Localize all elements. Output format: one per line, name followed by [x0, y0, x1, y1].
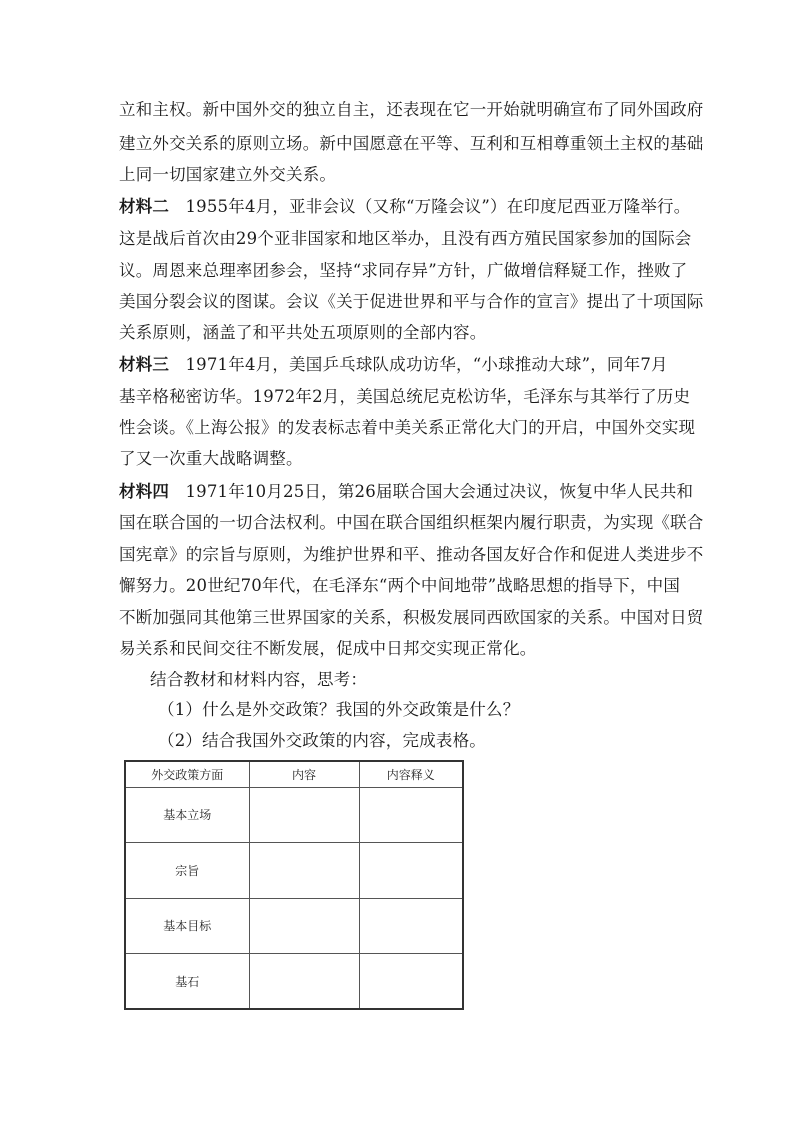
- table-row: [125, 898, 463, 954]
- material4-line: 不断加强同其他第三世界国家的关系，积极发展同西欧国家的关系。中国对日贸: [119, 608, 704, 627]
- explanation-cell[interactable]: [359, 898, 463, 954]
- question-1: （1）什么是外交政策？我国的外交政策是什么？: [158, 700, 520, 719]
- material2-line: 议。周恩来总理率团参会，坚持“求同存异”方针，广做增信释疑工作，挫败了: [119, 261, 688, 280]
- material4-label: 材料四: [119, 482, 170, 501]
- paragraph-line: 上同一切国家建立外交关系。: [119, 165, 337, 184]
- content-cell[interactable]: [249, 843, 359, 899]
- paragraph-line: 立和主权。新中国外交的独立自主，还表现在它一开始就明确宣布了同外国政府: [119, 100, 704, 119]
- row-label: 基石: [125, 954, 249, 1010]
- explanation-cell[interactable]: [359, 787, 463, 843]
- table-row: [125, 954, 463, 1010]
- table-row: [125, 787, 463, 843]
- material4-text: 1971年10月25日，第26届联合国大会通过决议，恢复中华人民共和: [185, 482, 694, 501]
- material2-line: 关系原则，涵盖了和平共处五项原则的全部内容。: [119, 323, 487, 342]
- row-label: 基本立场: [125, 787, 249, 843]
- question-2: （2）结合我国外交政策的内容，完成表格。: [158, 731, 486, 750]
- content-cell[interactable]: [249, 954, 359, 1010]
- table-header-row: [125, 761, 463, 787]
- explanation-cell[interactable]: [359, 843, 463, 899]
- table-header-cell: 内容: [249, 761, 359, 787]
- material4-line: 国宪章》的宗旨与原则，为维护世界和平、推动各国友好合作和促进人类进步不: [119, 545, 704, 564]
- material3-line: 性会谈。《上海公报》的发表标志着中美关系正常化大门的开启，中国外交实现: [119, 418, 696, 437]
- material2-text: 1955年4月，亚非会议（又称“万隆会议”）在印度尼西亚万隆举行。: [185, 197, 691, 216]
- prompt-text: 结合教材和材料内容，思考：: [150, 670, 368, 689]
- material3-label: 材料三: [119, 355, 170, 374]
- table-header-cell: 外交政策方面: [125, 761, 249, 787]
- material3-text: 1971年4月，美国乒乓球队成功访华，“小球推动大球”，同年7月: [185, 355, 668, 374]
- explanation-cell[interactable]: [359, 954, 463, 1010]
- material4-line: 易关系和民间交往不断发展，促成中日邦交实现正常化。: [119, 639, 537, 658]
- material3-line: 了又一次重大战略调整。: [119, 449, 303, 468]
- table-row: [125, 843, 463, 899]
- content-cell[interactable]: [249, 898, 359, 954]
- material4-line: [119, 482, 694, 502]
- paragraph-line: 建立外交关系的原则立场。新中国愿意在平等、互利和互相尊重领土主权的基础: [119, 134, 704, 153]
- row-label: 基本目标: [125, 898, 249, 954]
- material4-line: 懈努力。20世纪70年代，在毛泽东“两个中间地带”战略思想的指导下，中国: [119, 576, 681, 595]
- material2-line: 美国分裂会议的图谋。会议《关于促进世界和平与合作的宣言》提出了十项国际: [119, 292, 704, 311]
- policy-table: [124, 760, 464, 1010]
- row-label: 宗旨: [125, 843, 249, 899]
- table-header-cell: 内容释义: [359, 761, 463, 787]
- material2-label: 材料二: [119, 197, 170, 216]
- material4-line: 国在联合国的一切合法权利。中国在联合国组织框架内履行职责，为实现《联合: [119, 513, 704, 532]
- material3-line: 基辛格秘密访华。1972年2月，美国总统尼克松访华，毛泽东与其举行了历史: [119, 387, 691, 406]
- content-cell[interactable]: [249, 787, 359, 843]
- material2-line: 这是战后首次由29个亚非国家和地区举办，且没有西方殖民国家参加的国际会: [119, 229, 692, 248]
- material3-line: [119, 355, 679, 375]
- material2-line: [119, 197, 691, 217]
